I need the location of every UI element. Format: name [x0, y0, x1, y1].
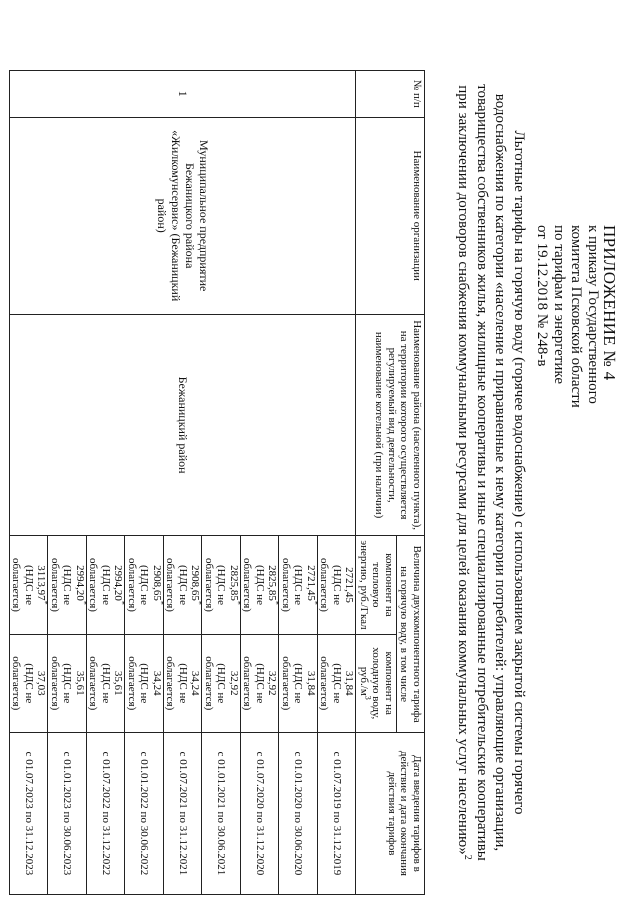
vat-note: (НДС не облагается) — [126, 656, 151, 711]
vat-note: (НДС не облагается) — [203, 557, 228, 612]
cold-value: 31,84 — [305, 670, 317, 696]
vat-note: (НДС не облагается) — [241, 656, 266, 711]
heat-value: 2994,20 — [112, 565, 125, 601]
vat-note: (НДС не облагается) — [10, 656, 35, 711]
table-body — [10, 71, 357, 895]
heat-mark: * — [233, 600, 243, 605]
period-cell: с 01.01.2023 по 30.06.2023 — [48, 732, 87, 894]
vat-note: (НДС не облагается) — [280, 656, 305, 711]
vat-note: (НДС не облагается) — [318, 557, 343, 612]
heat-component-cell — [10, 536, 49, 634]
header-cold-text: компонент на холодную воду, руб./м — [358, 647, 395, 720]
row-number: 1 — [10, 71, 357, 118]
heat-mark: * — [272, 600, 282, 605]
period-cell: с 01.07.2021 по 31.12.2021 — [164, 732, 203, 894]
heat-value: 2908,65 — [189, 565, 202, 601]
vat-note: (НДС не облагается) — [10, 557, 35, 612]
appendix-title: ПРИЛОЖЕНИЕ № 4 — [600, 225, 619, 381]
header-organization: Наименование организации — [356, 117, 425, 314]
period-cell: с 01.07.2020 по 31.12.2020 — [241, 732, 280, 894]
heat-value: 2908,65 — [151, 565, 163, 601]
appendix-line: комитета Псковской области — [568, 225, 584, 408]
cold-value: 37,03 — [35, 670, 48, 696]
vat-note: (НДС не облагается) — [241, 557, 266, 612]
header-cold-component — [356, 634, 397, 732]
cold-value: 32,92 — [266, 670, 279, 696]
vat-note: (НДС не облагается) — [164, 656, 189, 711]
heat-component-cell — [125, 536, 164, 634]
heading-line: товарищества собственников жилья, жилищные кооперативы и иные специализированные потребительские кооперативы — [474, 84, 490, 861]
period-cell: с 01.01.2021 по 30.06.2021 — [202, 732, 241, 894]
heading-line: Льготные тарифы на горячую воду (горячее водоснабжение) с использованием закрытой системы горячего — [511, 130, 527, 815]
heat-component-cell — [48, 536, 87, 634]
unit-superscript: 3 — [363, 695, 373, 700]
header-heat-component: компонент на тепловую энергию, руб./Гкал — [356, 536, 397, 634]
period-cell: с 01.01.2022 по 30.06.2022 — [125, 732, 164, 894]
heat-component-cell — [164, 536, 203, 634]
heat-mark: * — [79, 600, 89, 605]
period-cell: с 01.01.2020 по 30.06.2020 — [279, 732, 318, 894]
cold-component-cell — [202, 634, 241, 732]
vat-note: (НДС не облагается) — [126, 557, 151, 612]
cold-component-cell — [48, 634, 87, 732]
heat-value: 2721,45 — [305, 565, 317, 601]
table-row — [318, 71, 357, 895]
cold-value: 35,61 — [74, 670, 86, 696]
heat-mark: * — [310, 600, 320, 605]
heat-value: 2994,20 — [74, 565, 86, 601]
heat-component-cell — [202, 536, 241, 634]
cold-component-cell — [241, 634, 280, 732]
cold-component-cell — [318, 634, 357, 732]
heat-mark: * — [195, 600, 205, 605]
cold-component-cell — [87, 634, 126, 732]
heat-component-cell — [241, 536, 280, 634]
heat-value: 2721,45 — [343, 567, 356, 603]
cold-value: 31,84 — [343, 670, 356, 696]
cold-component-cell — [279, 634, 318, 732]
cold-component-cell — [164, 634, 203, 732]
cold-component-cell — [10, 634, 49, 732]
heat-component-cell — [87, 536, 126, 634]
period-cell: с 01.07.2022 по 31.12.2022 — [87, 732, 126, 894]
table-header-row — [397, 71, 425, 895]
header-period: Дата введения тарифов в действие и дата окончания действия тарифов — [356, 732, 425, 894]
appendix-line: от 19.12.2018 № 248-в — [534, 225, 550, 367]
heat-value: 2825,85 — [228, 565, 240, 601]
heading-line-last — [454, 40, 473, 905]
vat-note: (НДС не облагается) — [164, 557, 189, 612]
heat-component-cell — [279, 536, 318, 634]
cold-value: 34,24 — [151, 670, 163, 696]
appendix-line: к приказу Государственного — [585, 225, 601, 404]
appendix-block — [533, 225, 618, 585]
document-heading — [454, 40, 528, 905]
tariff-table — [9, 70, 425, 895]
appendix-line: по тарифам и энергетике — [551, 225, 567, 384]
cold-value: 32,92 — [228, 670, 240, 696]
heat-component-cell — [318, 536, 357, 634]
organization-name: Муниципальное предприятие Бежаницкого района «Жилкомунсервис» (Бежаницкий район) — [10, 117, 357, 314]
header-tariff-group: Величина двухкомпонентного тарифа на горячую воду, в том числе — [397, 536, 425, 733]
vat-note: (НДС не облагается) — [203, 656, 228, 711]
cold-value: 34,24 — [189, 670, 202, 696]
heat-value: 3113,97 — [35, 565, 48, 601]
vat-note: (НДС не облагается) — [318, 656, 343, 711]
heat-value: 2825,85 — [266, 565, 279, 601]
vat-note: (НДС не облагается) — [87, 656, 112, 711]
heat-mark: * — [118, 600, 128, 605]
header-district: Наименование района (населенного пункта), на территории которого осуществляется регулируемый вид деятельности, наименование котельной (при наличии) — [356, 314, 425, 535]
header-num: № п/п — [356, 71, 425, 118]
heat-mark: * — [156, 600, 166, 605]
footnote-mark: 2 — [462, 854, 474, 860]
vat-note: (НДС не облагается) — [49, 656, 74, 711]
heading-line: при заключении договоров снабжения коммунальными ресурсами для целей оказания коммунальных услуг населению» — [455, 85, 472, 855]
heat-mark: * — [41, 600, 51, 605]
cold-component-cell — [125, 634, 164, 732]
period-cell: с 01.07.2023 по 31.12.2023 — [10, 732, 49, 894]
vat-note: (НДС не облагается) — [280, 557, 305, 612]
vat-note: (НДС не облагается) — [87, 557, 112, 612]
period-cell: с 01.07.2019 по 31.12.2019 — [318, 732, 357, 894]
heading-line: водоснабжения по категории «население и приравненные к нему категории потребителей: управляющие организации, — [492, 93, 509, 852]
cold-value: 35,61 — [112, 670, 125, 696]
district-name: Бежаницкий район — [10, 314, 357, 535]
vat-note: (НДС не облагается) — [49, 557, 74, 612]
